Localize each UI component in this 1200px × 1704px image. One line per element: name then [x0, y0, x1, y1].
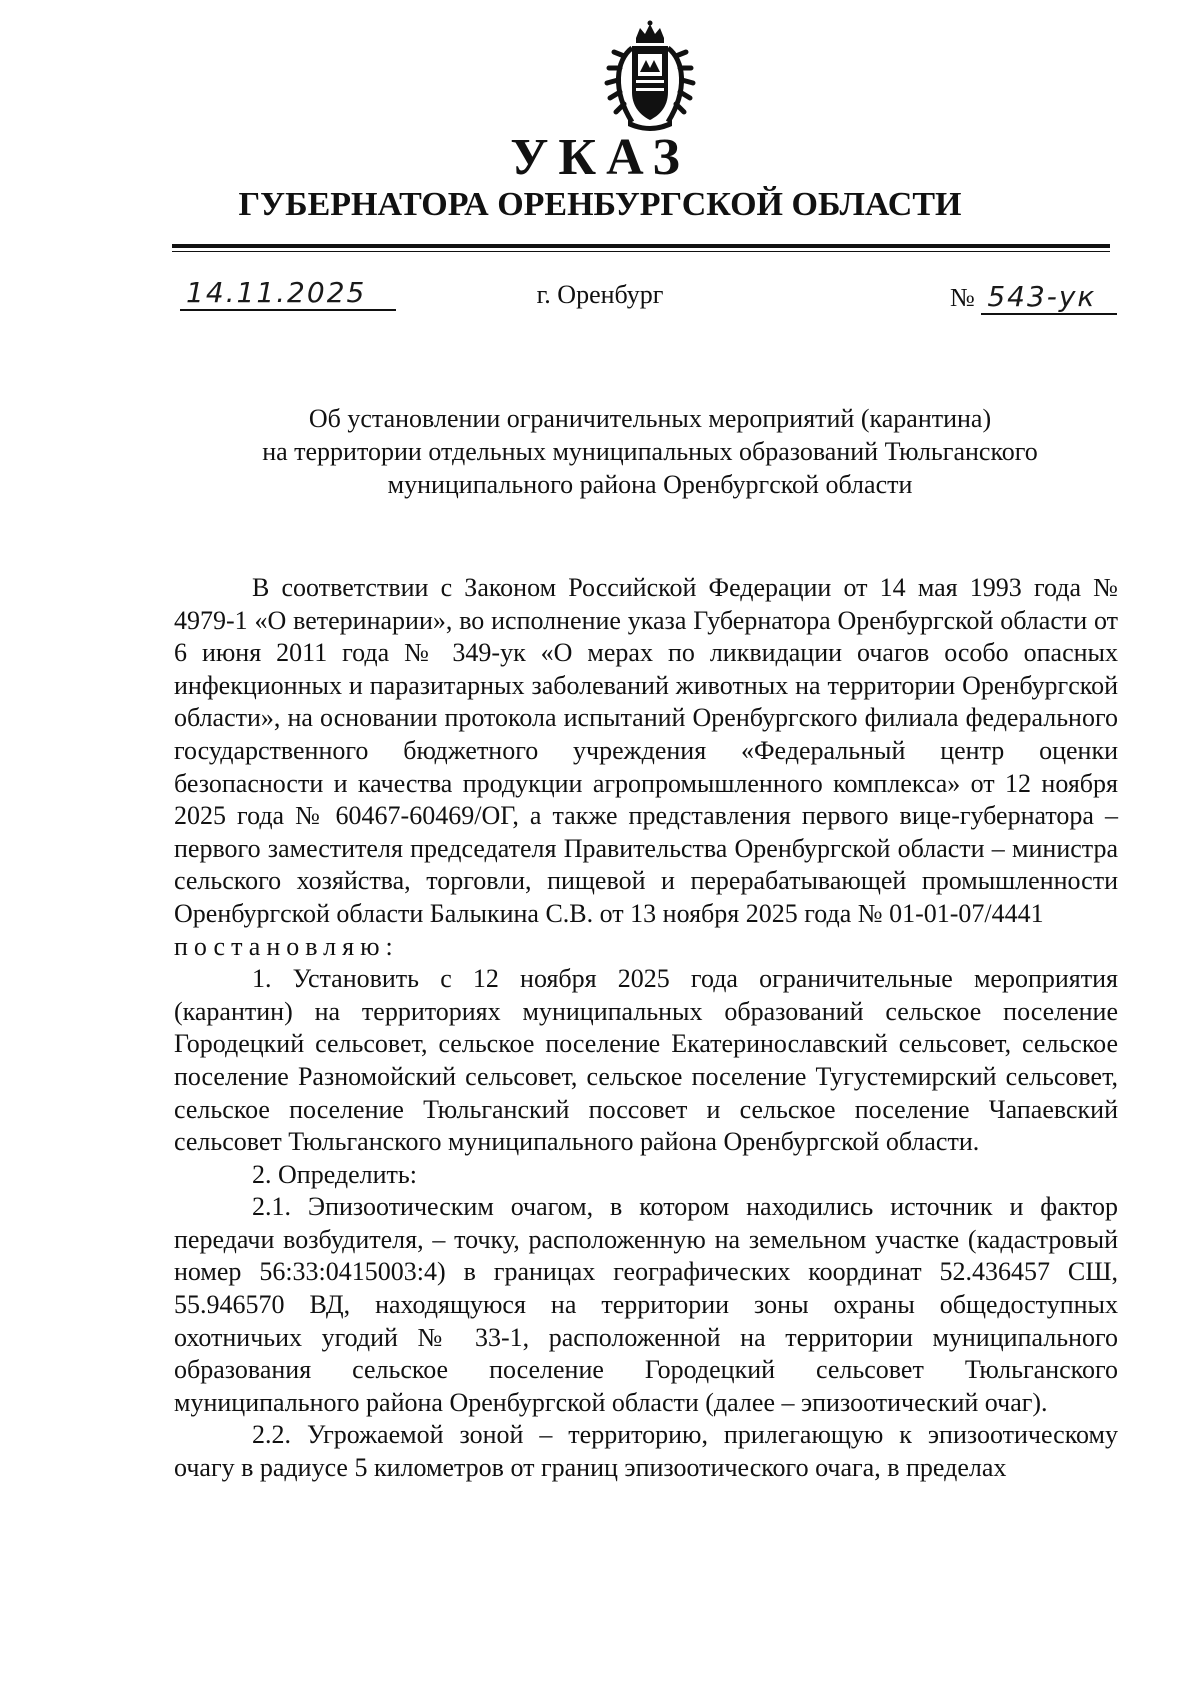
item-2-paragraph: 2. Определить:: [252, 1159, 417, 1189]
document-date: 14.11.2025: [180, 276, 396, 311]
item-1-paragraph: 1. Установить с 12 ноября 2025 года ограничительные мероприятия (карантин) на территориях муниципальных образований сельское поселение Городецкий сельсовет, сельское поселение Екатеринославский сельсовет, сельское поселение Разномойский сельсовет, сельское поселение Тугустемирский сельсовет, сельское поселение Тюльганский поссовет и сельское поселение Чапаевский сельсовет Тюльганского муниципального района Оренбургской области.: [174, 964, 1118, 1157]
number-label: №: [950, 283, 975, 312]
item-2-1-paragraph: 2.1. Эпизоотическим очагом, в котором находились источник и фактор передачи возбудителя, – точку, расположенную на земельном участке (кадастровый номер 56:33:0415003:4) в границах географических координат 52.436457 СШ, 55.946570 ВД, находящуюся на территории зоны охраны общедоступных охотничьих угодий № 33-1, расположенной на территории муниципального образования сельское поселение Городецкий сельсовет Тюльганского муниципального района Оренбургской области (далее – эпизоотический очаг).: [174, 1192, 1118, 1417]
document-type-heading: УКАЗ: [510, 129, 690, 186]
resolve-word: постановляю:: [174, 931, 399, 961]
document-meta-row: [0, 276, 1200, 320]
document-number: [950, 280, 1130, 315]
title-line: Об установлении ограничительных мероприятий (карантина): [308, 404, 992, 433]
title-line: на территории отдельных муниципальных образований Тюльганского: [262, 437, 1038, 466]
header-rule-thick: [172, 244, 1110, 248]
header-rule-thin: [172, 251, 1110, 252]
document-city: г. Оренбург: [536, 280, 664, 309]
document-title: [180, 402, 1120, 501]
title-line: муниципального района Оренбургской области: [387, 470, 913, 499]
coat-of-arms-graphic: [602, 20, 698, 132]
number-value: 543-ук: [981, 280, 1117, 315]
issuer-heading: ГУБЕРНАТОРА ОРЕНБУРГСКОЙ ОБЛАСТИ: [238, 186, 962, 223]
preamble-paragraph: В соответствии с Законом Российской Федерации от 14 мая 1993 года № 4979-1 «О ветеринарии», во исполнение указа Губернатора Оренбургской области от 6 июня 2011 года № 349-ук «О мерах по ликвидации очагов особо опасных инфекционных и паразитарных заболеваний животных на территории Оренбургской области», на основании протокола испытаний Оренбургского филиала федерального государственного бюджетного учреждения «Федеральный центр оценки безопасности и качества продукции агропромышленного комплекса» от 12 ноября 2025 года № 60467-60469/ОГ, а также представления первого вице-губернатора – первого заместителя председателя Правительства Оренбургской области – министра сельского хозяйства, торговли, пищевой и перерабатывающей промышленности Оренбургской области Балыкина С.В. от 13 ноября 2025 года № 01-01-07/4441: [174, 573, 1118, 928]
item-2-2-paragraph: 2.2. Угрожаемой зоной – территорию, прилегающую к эпизоотическому очагу в радиусе 5 километров от границ эпизоотического очага, в пределах: [174, 1420, 1118, 1483]
document-body: [174, 572, 1118, 1485]
coat-of-arms-icon: [602, 20, 698, 132]
